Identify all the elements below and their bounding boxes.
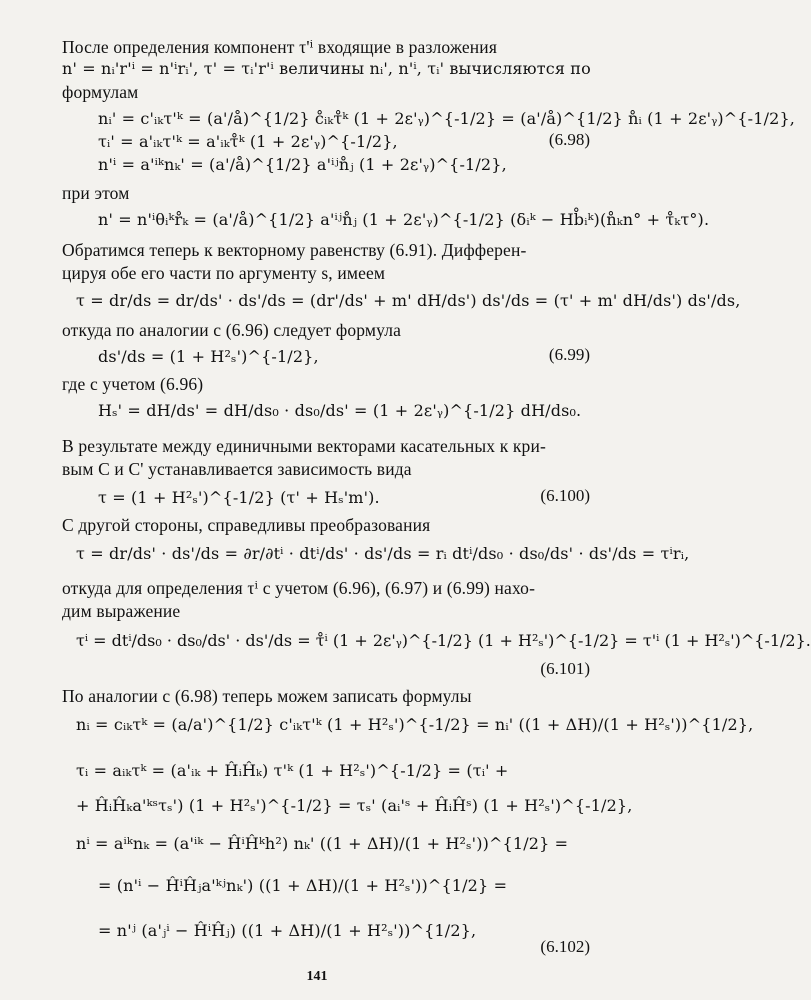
paragraph-line: где с учетом (6.96): [62, 374, 204, 394]
equation-number: (6.100): [540, 486, 590, 505]
paragraph-line: формулам: [62, 82, 139, 102]
equation-number: (6.101): [540, 659, 590, 678]
formula-line: τᵢ' = a'ᵢₖτ'ᵏ = a'ᵢₖτ̊ᵏ (1 + 2ε'ᵧ)^{-1/2},: [98, 132, 398, 151]
page-number: 141: [306, 969, 328, 984]
paragraph-line: при этом: [62, 183, 130, 203]
paragraph-line: С другой стороны, справедливы преобразования: [62, 515, 431, 535]
formula-line: τⁱ = dtⁱ/ds₀ · ds₀/ds' · ds'/ds = τ̊ⁱ (1 + 2ε'ᵧ)^{-1/2} (1 + H²ₛ')^{-1/2} = τ'ⁱ (1 + H²ₛ')^{-1/2}.: [76, 631, 811, 650]
formula-line: τ = (1 + H²ₛ')^{-1/2} (τ' + Hₛ'm').: [98, 488, 380, 507]
paragraph-line: откуда по аналогии с (6.96) следует формула: [62, 320, 402, 340]
formula-line: nᵢ = cᵢₖτᵏ = (a/a')^{1/2} c'ᵢₖτ'ᵏ (1 + H²ₛ')^{-1/2} = nᵢ' ((1 + ΔH)/(1 + H²ₛ'))^{1/2},: [76, 715, 754, 734]
paragraph-line: Обратимся теперь к векторному равенству (6.91). Дифферен-: [62, 240, 527, 260]
formula-line: ds'/ds = (1 + H²ₛ')^{-1/2},: [98, 347, 319, 366]
formula-line: n' = n'ⁱθᵢᵏr̊ₖ = (a'/å)^{1/2} a'ⁱʲn̊ⱼ (1 + 2ε'ᵧ)^{-1/2} (δᵢᵏ − Hb̊ᵢᵏ)(n̊ₖn° + τ̊ₖτ°).: [98, 210, 710, 229]
formula-line: τ = dr/ds = dr/ds' · ds'/ds = (dr'/ds' + m' dH/ds') ds'/ds = (τ' + m' dH/ds') ds'/ds,: [76, 291, 741, 310]
paragraph-line: После определения компонент τ'ⁱ входящие в разложения: [62, 37, 498, 57]
formula-line: n'ⁱ = a'ⁱᵏnₖ' = (a'/å)^{1/2} a'ⁱʲn̊ⱼ (1 + 2ε'ᵧ)^{-1/2},: [98, 155, 507, 174]
paragraph-line: В результате между единичными векторами касательных к кри-: [62, 436, 546, 456]
formula-line: nⁱ = aⁱᵏnₖ = (a'ⁱᵏ − ĤⁱĤᵏh²) nₖ' ((1 + ΔH)/(1 + H²ₛ'))^{1/2} =: [76, 834, 569, 853]
equation-number: (6.98): [548, 130, 590, 149]
formula-line: = (n'ⁱ − ĤⁱĤⱼa'ᵏʲnₖ') ((1 + ΔH)/(1 + H²ₛ'))^{1/2} =: [98, 876, 508, 895]
equation-number: (6.99): [548, 345, 590, 364]
formula-line: = n'ʲ (a'ⱼⁱ − ĤⁱĤⱼ) ((1 + ΔH)/(1 + H²ₛ'))^{1/2},: [98, 921, 477, 940]
paragraph-line: цируя обе его части по аргументу s, имеем: [62, 263, 386, 283]
formula-line: nᵢ' = c'ᵢₖτ'ᵏ = (a'/å)^{1/2} c̊ᵢₖτ̊ᵏ (1 + 2ε'ᵧ)^{-1/2} = (a'/å)^{1/2} n̊ᵢ (1 + 2ε'ᵧ)^{-1/2},: [98, 109, 796, 128]
paragraph-line: дим выражение: [62, 601, 181, 621]
formula-line: + ĤᵢĤₖa'ᵏˢτₛ') (1 + H²ₛ')^{-1/2} = τₛ' (aᵢ'ˢ + ĤᵢĤˢ) (1 + H²ₛ')^{-1/2},: [76, 796, 633, 815]
paragraph-line: откуда для определения τⁱ с учетом (6.96), (6.97) и (6.99) нахо-: [62, 578, 536, 598]
formula-line: n' = nᵢ'r'ⁱ = n'ⁱrᵢ', τ' = τᵢ'r'ⁱ величины nᵢ', n'ⁱ, τᵢ' вычисляются по: [62, 59, 591, 78]
formula-line: Hₛ' = dH/ds' = dH/ds₀ · ds₀/ds' = (1 + 2ε'ᵧ)^{-1/2} dH/ds₀.: [98, 401, 582, 420]
paragraph-line: вым C и C' устанавливается зависимость вида: [62, 459, 412, 479]
formula-line: τ = dr/ds' · ds'/ds = ∂r/∂tⁱ · dtⁱ/ds' · ds'/ds = rᵢ dtⁱ/ds₀ · ds₀/ds' · ds'/ds = τⁱrᵢ,: [76, 544, 690, 563]
formula-line: τᵢ = aᵢₖτᵏ = (a'ᵢₖ + ĤᵢĤₖ) τ'ᵏ (1 + H²ₛ')^{-1/2} = (τᵢ' +: [76, 761, 509, 780]
equation-number: (6.102): [540, 937, 590, 956]
paragraph-line: По аналогии с (6.98) теперь можем записать формулы: [62, 686, 472, 706]
